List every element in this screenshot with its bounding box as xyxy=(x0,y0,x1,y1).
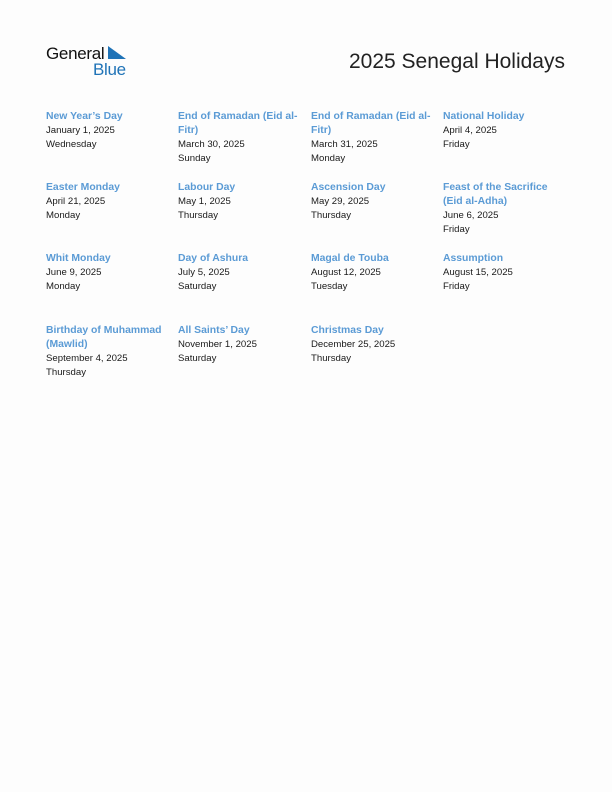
holiday-item xyxy=(46,181,170,223)
holiday-date: June 9, 2025 xyxy=(46,267,102,278)
holiday-name: All Saints’ Day xyxy=(178,325,250,336)
holiday-weekday: Thursday xyxy=(311,353,351,364)
holiday-date: March 31, 2025 xyxy=(311,139,378,150)
holiday-weekday: Saturday xyxy=(178,353,217,364)
holiday-item xyxy=(46,110,170,152)
holiday-date: May 1, 2025 xyxy=(178,196,231,207)
holiday-date: March 30, 2025 xyxy=(178,139,245,150)
holiday-weekday: Wednesday xyxy=(46,139,97,150)
holiday-weekday: Monday xyxy=(46,210,81,221)
holiday-weekday: Tuesday xyxy=(311,281,348,292)
holiday-item xyxy=(443,252,567,294)
holiday-date: September 4, 2025 xyxy=(46,353,128,364)
logo-triangle-icon xyxy=(108,46,126,61)
holiday-item xyxy=(311,181,435,223)
holiday-item xyxy=(178,110,302,166)
holiday-date: January 1, 2025 xyxy=(46,125,115,136)
holiday-name: End of Ramadan (Eid al-Fitr) xyxy=(311,111,431,136)
holiday-name: End of Ramadan (Eid al-Fitr) xyxy=(178,111,298,136)
holiday-date: August 15, 2025 xyxy=(443,267,513,278)
logo xyxy=(46,44,136,80)
holiday-weekday: Monday xyxy=(311,153,346,164)
holiday-weekday: Thursday xyxy=(46,367,86,378)
holiday-name: Day of Ashura xyxy=(178,253,249,264)
holiday-item xyxy=(311,110,435,166)
holiday-item xyxy=(443,181,567,237)
holiday-weekday: Sunday xyxy=(178,153,211,164)
holiday-item xyxy=(443,110,567,152)
holiday-weekday: Thursday xyxy=(178,210,218,221)
holiday-item xyxy=(178,252,302,294)
holiday-weekday: Monday xyxy=(46,281,81,292)
logo-word-general: General xyxy=(46,44,105,63)
holiday-date: December 25, 2025 xyxy=(311,339,396,350)
holiday-weekday: Friday xyxy=(443,139,470,150)
holiday-name: Christmas Day xyxy=(311,325,384,336)
holiday-name: Labour Day xyxy=(178,182,236,193)
holiday-date: May 29, 2025 xyxy=(311,196,370,207)
holiday-date: November 1, 2025 xyxy=(178,339,257,350)
holiday-date: April 21, 2025 xyxy=(46,196,106,207)
holiday-date: June 6, 2025 xyxy=(443,210,499,221)
holiday-name: Ascension Day xyxy=(311,182,386,193)
holiday-name: Feast of the Sacrifice (Eid al-Adha) xyxy=(443,182,548,207)
holiday-weekday: Friday xyxy=(443,281,470,292)
holiday-item xyxy=(178,324,302,366)
holiday-name: New Year’s Day xyxy=(46,111,123,122)
holiday-name: Assumption xyxy=(443,253,504,264)
holiday-item xyxy=(46,252,170,294)
holiday-name: National Holiday xyxy=(443,111,525,122)
holiday-weekday: Thursday xyxy=(311,210,351,221)
holiday-name: Easter Monday xyxy=(46,182,120,193)
holiday-date: April 4, 2025 xyxy=(443,125,497,136)
holiday-item xyxy=(311,252,435,294)
holiday-name: Whit Monday xyxy=(46,253,111,264)
logo-word-blue: Blue xyxy=(93,60,126,79)
holiday-item xyxy=(178,181,302,223)
holiday-item xyxy=(311,324,435,366)
holiday-date: August 12, 2025 xyxy=(311,267,381,278)
holiday-weekday: Saturday xyxy=(178,281,217,292)
holiday-date: July 5, 2025 xyxy=(178,267,230,278)
holiday-name: Birthday of Muhammad (Mawlid) xyxy=(46,325,162,350)
holiday-name: Magal de Touba xyxy=(311,253,389,264)
page-title: 2025 Senegal Holidays xyxy=(349,50,565,73)
holiday-item xyxy=(46,324,170,380)
holiday-weekday: Friday xyxy=(443,224,470,235)
